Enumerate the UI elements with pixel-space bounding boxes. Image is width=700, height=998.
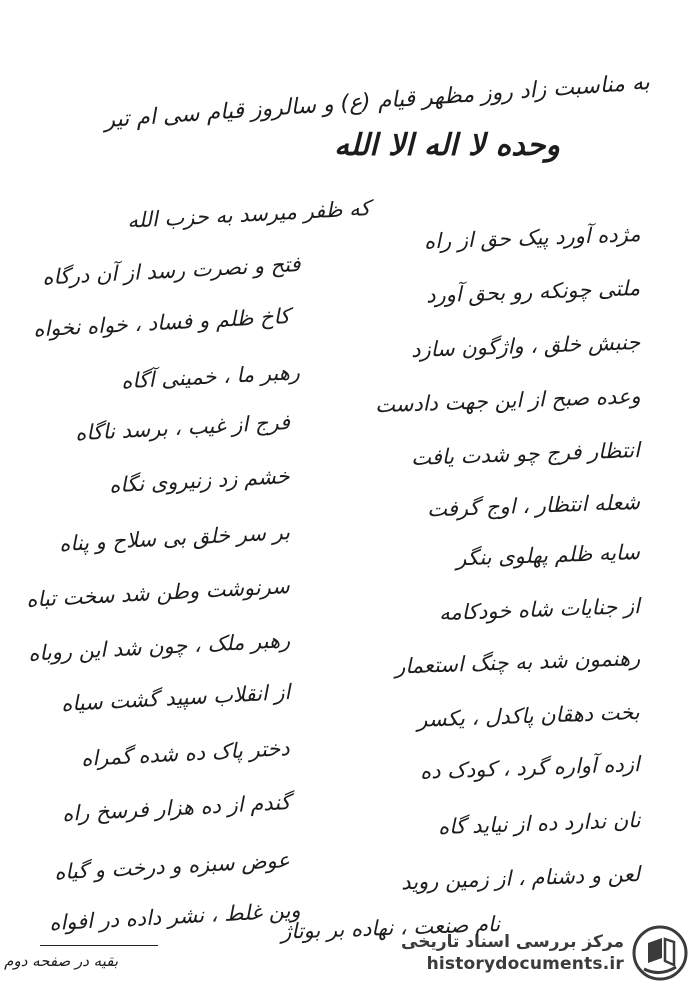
watermark-name: مرکز بررسی اسناد تاریخی	[401, 932, 624, 952]
archive-watermark	[398, 918, 688, 988]
verse-11-left: دختر پاک ده شده گمراه	[81, 736, 291, 771]
archive-logo-icon	[632, 925, 688, 981]
verse-2-right: ملتی چونکه رو بحق آورد	[425, 276, 641, 308]
verse-10-left: از انقلاب سپید گشت سیاه	[60, 680, 291, 716]
verse-12-left: گندم از ده هزار فرسخ راه	[61, 790, 291, 826]
footnote-rule	[40, 945, 158, 946]
verse-9-left: رهبر ملک ، چون شد این روباه	[27, 628, 291, 666]
motto-line: وحده لا اله الا الله	[334, 128, 560, 163]
verse-2-left: فتح و نصرت رسد از آن درگاه	[41, 252, 301, 290]
verse-8-right: از جنایات شاه خودکامه	[438, 594, 641, 626]
verse-7-left: بر سر خلق بی سلاح و پناه	[58, 520, 291, 557]
verse-5-right: انتظار فرج چو شدت یافت	[410, 438, 641, 470]
verse-1-right: مژده آورد پیک حق از راه	[423, 222, 641, 254]
verse-13-left: عوض سبزه و درخت و گیاه	[53, 848, 291, 885]
footnote-continued: بقیه در صفحه دوم	[4, 952, 118, 970]
verse-7-right: سایه ظلم پهلوی بنگر	[455, 540, 641, 571]
verse-14-right: نام صنعت ، نهاده بر بوتاژ	[280, 912, 501, 944]
verse-5-left: فرج از غیب ، برسد ناگاه	[74, 410, 291, 446]
verse-9-right: رهنمون شد به چنگ استعمار	[394, 646, 641, 679]
verse-3-right: جنبش خلق ، واژگون سازد	[410, 330, 641, 362]
verse-10-right: بخت دهقان پاکدل ، یکسر	[417, 700, 641, 732]
verse-14-left: وین غلط ، نشر داده در افواه	[48, 898, 301, 936]
document-heading: به مناسبت زاد روز مظهر قیام (ع) و سالروز قیام سی ام تیر	[103, 70, 651, 134]
verse-3-left: کاخ ظلم و فساد ، خواه نخواه	[32, 304, 291, 342]
watermark-text	[401, 932, 624, 974]
verse-12-right: نان ندارد ده از نیاید گاه	[437, 808, 641, 840]
verse-11-right: ازده آواره گرد ، کودک ده	[419, 752, 641, 784]
verse-4-right: وعده صبح از این جهت دادست	[374, 384, 641, 418]
verse-4-left: رهبر ما ، خمینی آگاه	[120, 360, 301, 394]
verse-6-left: خشم زد زنیروی نگاه	[109, 464, 291, 498]
verse-13-right: لعن و دشنام ، از زمین روید	[400, 862, 641, 895]
verse-8-left: سرنوشت وطن شد سخت تباه	[26, 574, 291, 612]
verse-6-right: شعله انتظار ، اوج گرفت	[426, 490, 641, 522]
watermark-url: historydocuments.ir	[426, 954, 624, 974]
verse-1-left: که ظفر میرسد به حزب الله	[126, 196, 371, 233]
